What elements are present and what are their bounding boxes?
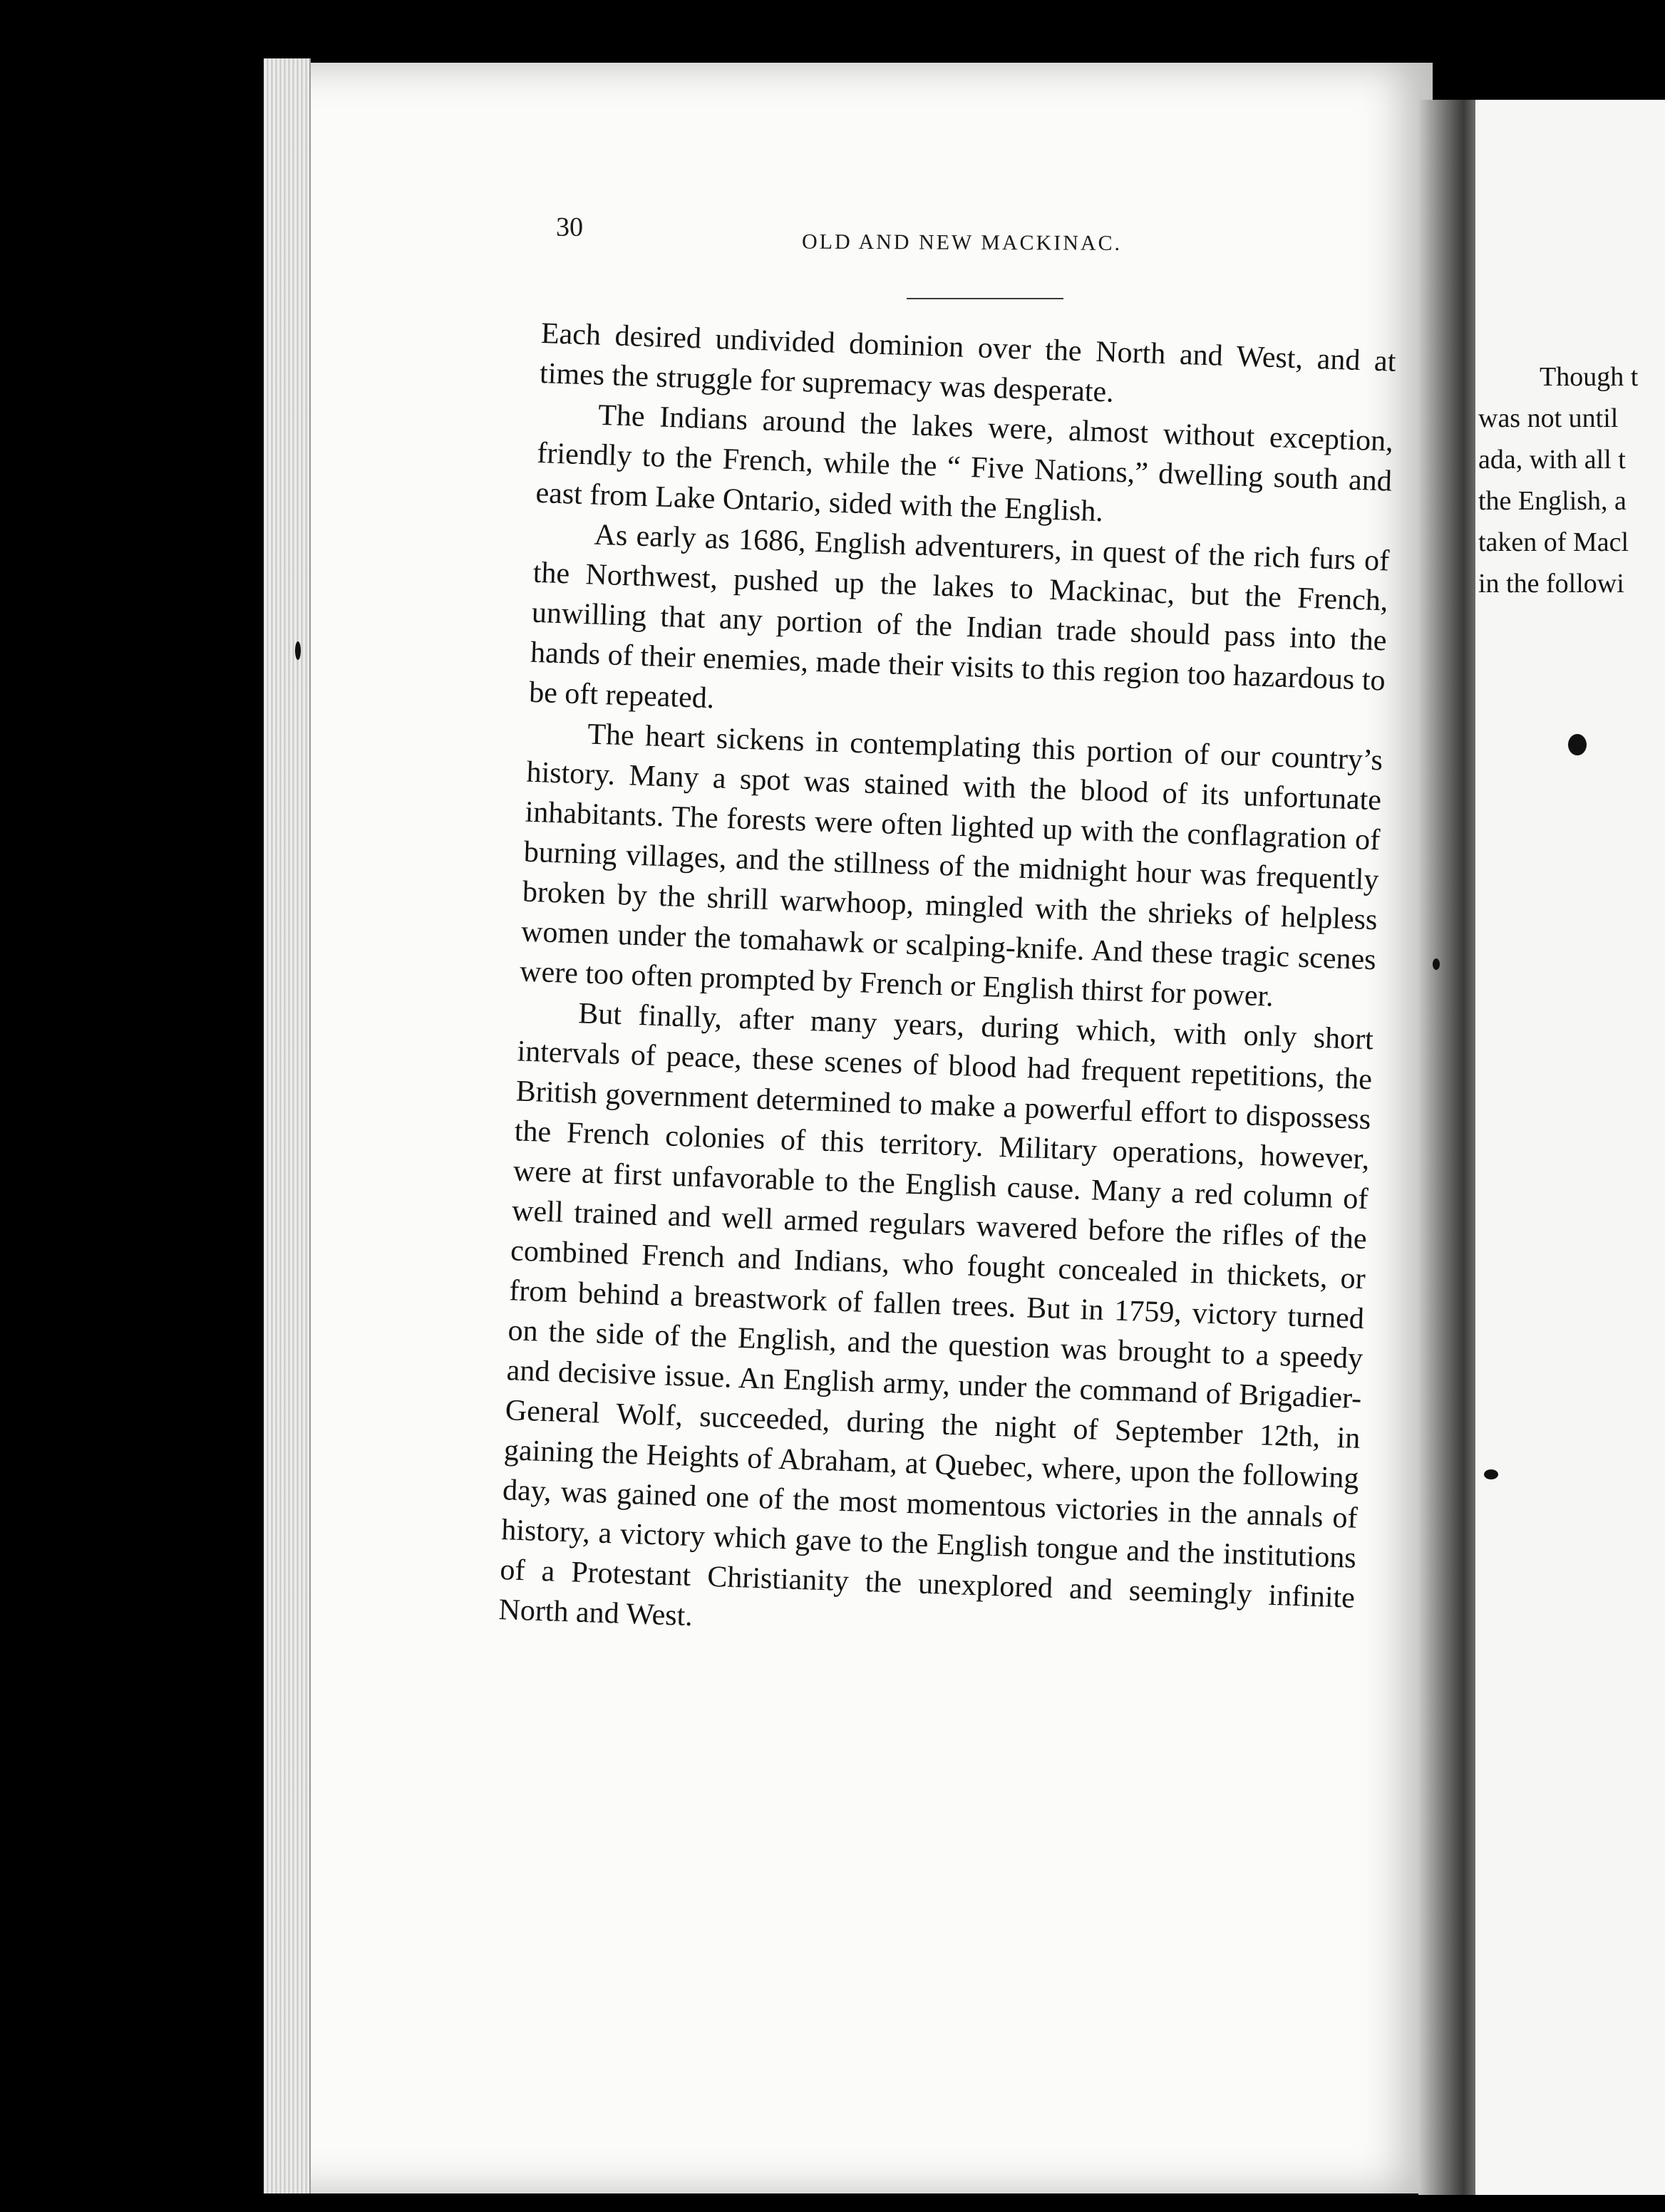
right-page-text xyxy=(1478,356,1665,604)
running-head: OLD AND NEW MACKINAC. xyxy=(801,229,1123,255)
right-line: ada, with all t xyxy=(1478,445,1626,475)
book-gutter xyxy=(1418,100,1483,2195)
paragraph: As early as 1686, English adventurers, in quest of the rich furs of the Northwest, pushed up the lakes to Mackinac, but the French, unwilling that any portion of the Indian trade should pass into the hands of their enemies, made their visits to this region too hazardous to be oft repeated. xyxy=(528,518,1390,715)
paragraph: But finally, after many years, during which, with only short intervals of peace, these scenes of blood had frequent repetitions, the British government determined to make a powerful effort to dispossess the French colonies of this territory. Military operations, however, were at first unfavorable to the English cause. Many a red column of well trained and well armed regulars wavered before the rifles of the combined French and Indians, who fought concealed in thickets, or from behind a breastwork of fallen trees. But in 1759, victory turned on the side of the English, and the question was brought to a speedy and decisive issue. An English army, under the command of Brigadier-General Wolf, succeeded, during the night of September 12th, in gaining the Heights of Abraham, at Quebec, where, upon the following day, was gained one of the most momentous victories in the annals of history, a victory which gave to the English tongue and the institutions of a Protestant Christianity the unexplored and seemingly infinite North and West. xyxy=(498,997,1374,1633)
paragraph: The Indians around the lakes were, almost without exception, friendly to the French, while the “ Five Nations,” dwelling south and east from Lake Ontario, sided with the English. xyxy=(535,398,1394,529)
ink-spot xyxy=(1568,734,1587,755)
header-rule xyxy=(907,298,1063,299)
right-line: Though t xyxy=(1540,362,1639,392)
right-line: taken of Macl xyxy=(1478,527,1629,557)
page-header xyxy=(556,212,1426,273)
ink-spot xyxy=(1484,1469,1498,1479)
paragraph: The heart sickens in contemplating this portion of our country’s history. Many a spot was stained with the blood of its unfortunate inhabitants. The forests were often lighted up with the conflagration of burning villages, and the stillness of the midnight hour was frequently broken by the shrill warwhoop, mingled with the shrieks of helpless women under the tomahawk or scalping-knife. And these tragic scenes were too often prompted by French or English thirst for power. xyxy=(519,718,1383,1013)
right-line: the English, a xyxy=(1478,486,1627,516)
page-number: 30 xyxy=(555,212,584,243)
paragraph: Each desired undivided dominion over the North and West, and at times the struggle for supremacy was desperate. xyxy=(539,316,1397,409)
ink-spot xyxy=(1433,958,1440,970)
ink-spot xyxy=(295,641,301,660)
right-line: in the followi xyxy=(1478,569,1624,599)
page-edge xyxy=(264,58,311,2193)
body-text xyxy=(498,314,1397,1658)
right-line: was not until xyxy=(1478,403,1619,433)
